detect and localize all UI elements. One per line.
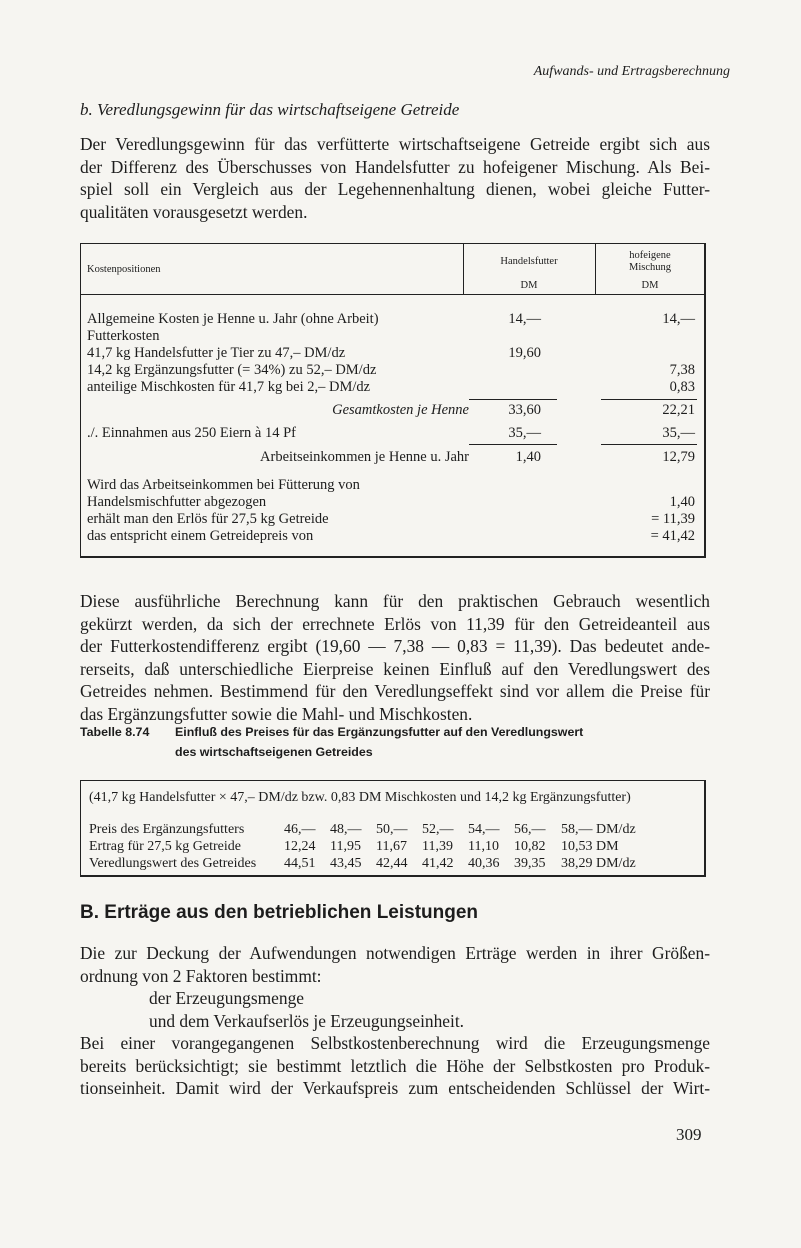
note-label: das entspricht einem Getreidepreis von: [87, 528, 314, 544]
cell: 10,53 DM: [561, 839, 619, 854]
cell: 44,51: [284, 856, 316, 871]
work-income-hm: 12,79: [662, 449, 695, 465]
text-line: Getreides nehmen. Bestimmend für den Veredlungseffekt sind vor allem die Preise für: [80, 681, 710, 701]
cell: 39,35: [514, 856, 546, 871]
row-label: Allgemeine Kosten je Henne u. Jahr (ohne Arbeit): [87, 311, 379, 327]
text-line: spiel soll ein Vergleich aus der Legehennenhaltung dienen, wobei gleiche Futter-: [80, 179, 710, 199]
row-label: 14,2 kg Ergänzungsfutter (= 34%) zu 52,– DM/dz: [87, 362, 377, 378]
cell: 46,—: [284, 822, 316, 837]
text-line: ordnung von 2 Faktoren bestimmt:: [80, 965, 322, 986]
page-number: 309: [676, 1125, 702, 1144]
text-line: der Futterkostendifferenz ergibt (19,60 — 7,38 — 0,83 = 11,39). Das bedeutet ande-: [80, 636, 710, 656]
table-header: [81, 244, 704, 295]
table-note: (41,7 kg Handelsfutter × 47,– DM/dz bzw. 0,83 DM Mischkosten und 14,2 kg Ergänzungsfutter): [89, 790, 631, 805]
cell: 38,29 DM/dz: [561, 856, 636, 871]
text-line: Diese ausführliche Berechnung kann für den praktischen Gebrauch wesentlich: [80, 591, 710, 611]
cell: 48,—: [330, 822, 362, 837]
row-value-hf: 19,60: [508, 345, 541, 361]
row-value-hm: 7,38: [669, 362, 695, 378]
text-line: Die zur Deckung der Aufwendungen notwendigen Erträge werden in ihrer Größen-: [80, 943, 710, 963]
total-label: Gesamtkosten je Henne: [332, 402, 469, 418]
intro-paragraph: [80, 133, 710, 223]
header-hofeigene-mischung: hofeigene Mischung DM: [629, 250, 671, 291]
cell: 11,39: [422, 839, 453, 854]
total-hm: 22,21: [662, 402, 695, 418]
row-value-hm: 14,—: [662, 311, 695, 327]
cell: 11,95: [330, 839, 361, 854]
note-value: = 41,42: [650, 528, 695, 544]
cell: 56,—: [514, 822, 546, 837]
caption-line: des wirtschaftseigenen Getreides: [175, 745, 373, 759]
row-value-hf: 14,—: [508, 311, 541, 327]
cell: 11,67: [376, 839, 407, 854]
cell: 40,36: [468, 856, 500, 871]
header-cost-positions: Kostenpositionen: [87, 264, 161, 275]
row-label: 41,7 kg Handelsfutter je Tier zu 47,– DM/dz: [87, 345, 346, 361]
note-value: = 11,39: [651, 511, 695, 527]
header-handelsfutter: Handelsfutter DM: [500, 256, 558, 291]
row-label: Ertrag für 27,5 kg Getreide: [89, 839, 241, 854]
text-line: bereits berücksichtigt; sie bestimmt letztlich die Höhe der Selbstkosten pro Produk-: [80, 1055, 710, 1076]
note-label: erhält man den Erlös für 27,5 kg Getreide: [87, 511, 329, 527]
cell: 52,—: [422, 822, 454, 837]
cell: 43,45: [330, 856, 362, 871]
row-label: Veredlungswert des Getreides: [89, 856, 257, 871]
income-hf: 35,—: [508, 425, 541, 441]
cell: 10,82: [514, 839, 546, 854]
note-label: Handelsmischfutter abgezogen: [87, 494, 267, 510]
cell: 58,— DM/dz: [561, 822, 636, 837]
earnings-paragraph: [80, 942, 710, 1100]
total-hf: 33,60: [508, 402, 541, 418]
cell: 12,24: [284, 839, 316, 854]
text-line: rerseits, daß unterschiedliche Eierpreise keinen Einfluß auf den Veredlungswert des: [80, 658, 710, 679]
row-label: Preis des Ergänzungsfutters: [89, 822, 245, 837]
work-income-hf: 1,40: [515, 449, 541, 465]
cell: 11,10: [468, 839, 499, 854]
text-line: das Ergänzungsfutter sowie die Mahl- und Mischkosten.: [80, 703, 473, 724]
income-hm: 35,—: [662, 425, 695, 441]
caption-label: Tabelle 8.74: [80, 725, 150, 739]
row-value-hm: 0,83: [669, 379, 695, 395]
text-line: der Differenz des Überschusses von Handelsfutter zu hofeigener Mischung. Als Bei-: [80, 156, 710, 177]
price-influence-table: [80, 780, 706, 877]
note-value: 1,40: [669, 494, 695, 510]
cost-table: [80, 243, 706, 558]
cell: 54,—: [468, 822, 500, 837]
row-label: anteilige Mischkosten für 41,7 kg bei 2,– DM/dz: [87, 379, 371, 395]
subsection-title: b. Veredlungsgewinn für das wirtschaftseigene Getreide: [80, 100, 460, 119]
text-line: gekürzt werden, da sich der errechnete Erlös von 11,39 für den Getreideanteil aus: [80, 613, 710, 634]
cell: 50,—: [376, 822, 408, 837]
text-line: Bei einer vorangegangenen Selbstkostenberechnung wird die Erzeugungsmenge: [80, 1033, 710, 1053]
text-line: der Erzeugungsmenge: [149, 988, 305, 1008]
text-line: Der Veredlungsgewinn für das verfütterte wirtschaftseigene Getreide ergibt sich aus: [80, 134, 710, 154]
work-income-label: Arbeitseinkommen je Henne u. Jahr: [260, 449, 469, 465]
row-label: Futterkosten: [87, 328, 160, 344]
text-line: und dem Verkaufserlös je Erzeugungseinheit.: [149, 1010, 465, 1031]
explanation-paragraph: [80, 590, 710, 725]
text-line: tionseinheit. Damit wird der Verkaufspreis zum entscheidenden Schlüssel der Wirt-: [80, 1078, 710, 1098]
cell: 42,44: [376, 856, 408, 871]
cell: 41,42: [422, 856, 454, 871]
note-label: Wird das Arbeitseinkommen bei Fütterung von: [87, 477, 360, 493]
section-heading: B. Erträge aus den betrieblichen Leistungen: [80, 902, 479, 923]
caption-line: Einfluß des Preises für das Ergänzungsfutter auf den Veredlungswert: [175, 725, 584, 739]
running-header: Aufwands- und Ertragsberechnung: [533, 64, 730, 79]
text-line: qualitäten vorausgesetzt werden.: [80, 201, 308, 222]
table-caption: [80, 722, 720, 762]
income-label: ./. Einnahmen aus 250 Eiern à 14 Pf: [87, 425, 296, 441]
